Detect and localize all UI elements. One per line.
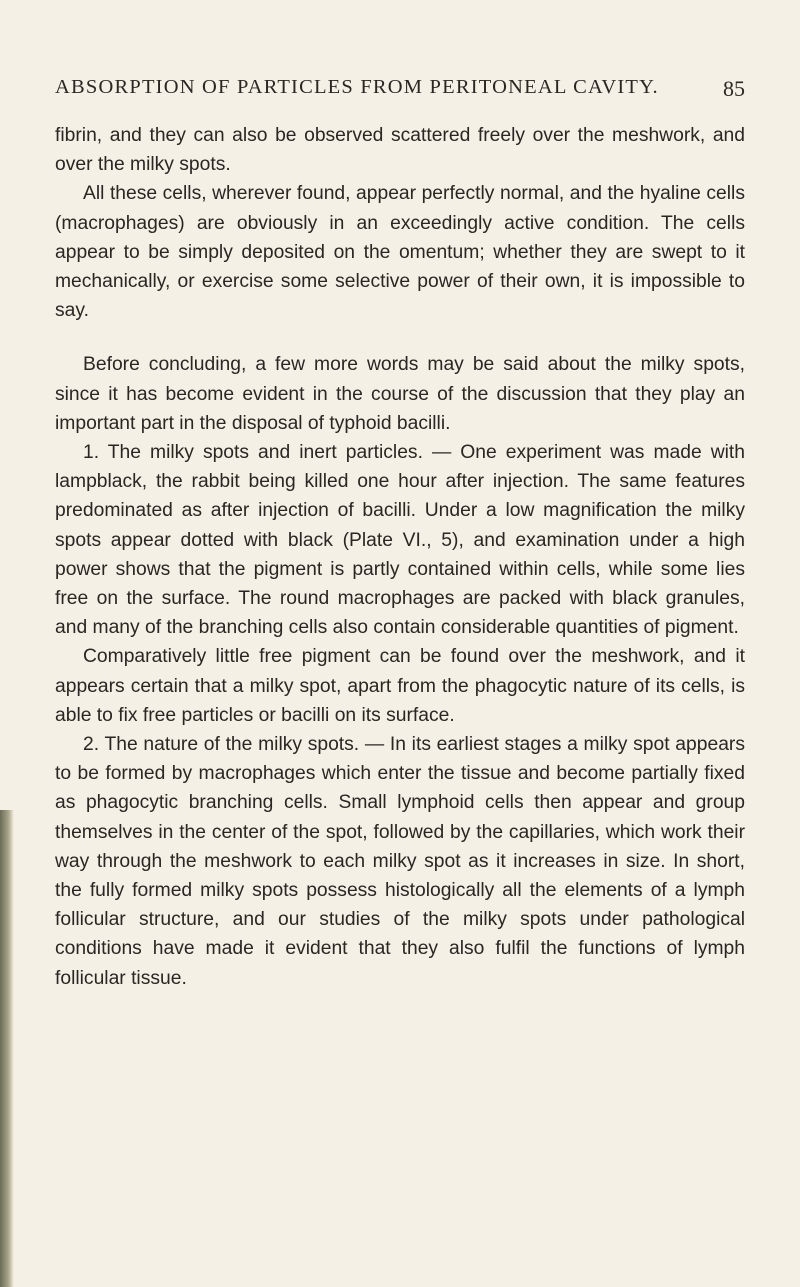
paragraph-nature-of-milky-spots: 2. The nature of the milky spots. — In its earliest stages a milky spot appears to be formed by macrophages which enter the tissue and become partially fixed as phagocytic branching cells. Small lymphoid cells then appear and group themselves in the center of the spot, followed by the capillaries, which work their way through the meshwork to each milky spot as it increases in size. In short, the fully formed milky spots possess histologically all the elements of a lymph follicular structure, and our studies of the milky spots under pathological conditions have made it evident that they also fulfil the functions of lymph follicular tissue. <box>55 734 745 989</box>
page-edge-shadow <box>0 810 14 1287</box>
paragraph-continuation: fibrin, and they can also be observed scattered freely over the meshwork, and over the milky spots. <box>55 125 745 176</box>
page-header <box>55 76 745 108</box>
paragraph-free-pigment: Comparatively little free pigment can be found over the meshwork, and it appears certain that a milky spot, apart from the phagocytic nature of its cells, is able to fix free particles or bacilli on its surface. <box>55 646 745 726</box>
paragraph-cells-normal: All these cells, wherever found, appear perfectly normal, and the hyaline cells (macrophages) are obviously in an exceedingly active condition. The cells appear to be simply deposited on the omentum; whether they are swept to it mechanically, or exercise some selective power of their own, it is impossible to say. <box>55 183 745 322</box>
running-title: ABSORPTION OF PARTICLES FROM PERITONEAL CAVITY. <box>55 76 659 98</box>
page-number: 85 <box>723 76 745 101</box>
paragraph-inert-particles: 1. The milky spots and inert particles. — One experiment was made with lampblack, the rabbit being killed one hour after injection. The same features predominated as after injection of bacilli. Under a low magnification the milky spots appear dotted with black (Plate VI., 5), and examination under a high power shows that the pigment is partly contained within cells, while some lies free on the surface. The round macrophages are packed with black granules, and many of the branching cells also contain considerable quantities of pigment. <box>55 442 745 639</box>
paragraph-before-concluding: Before concluding, a few more words may be said about the milky spots, since it has become evident in the course of the discussion that they play an important part in the disposal of typhoid bacilli. <box>55 354 745 434</box>
body-text <box>55 121 745 993</box>
